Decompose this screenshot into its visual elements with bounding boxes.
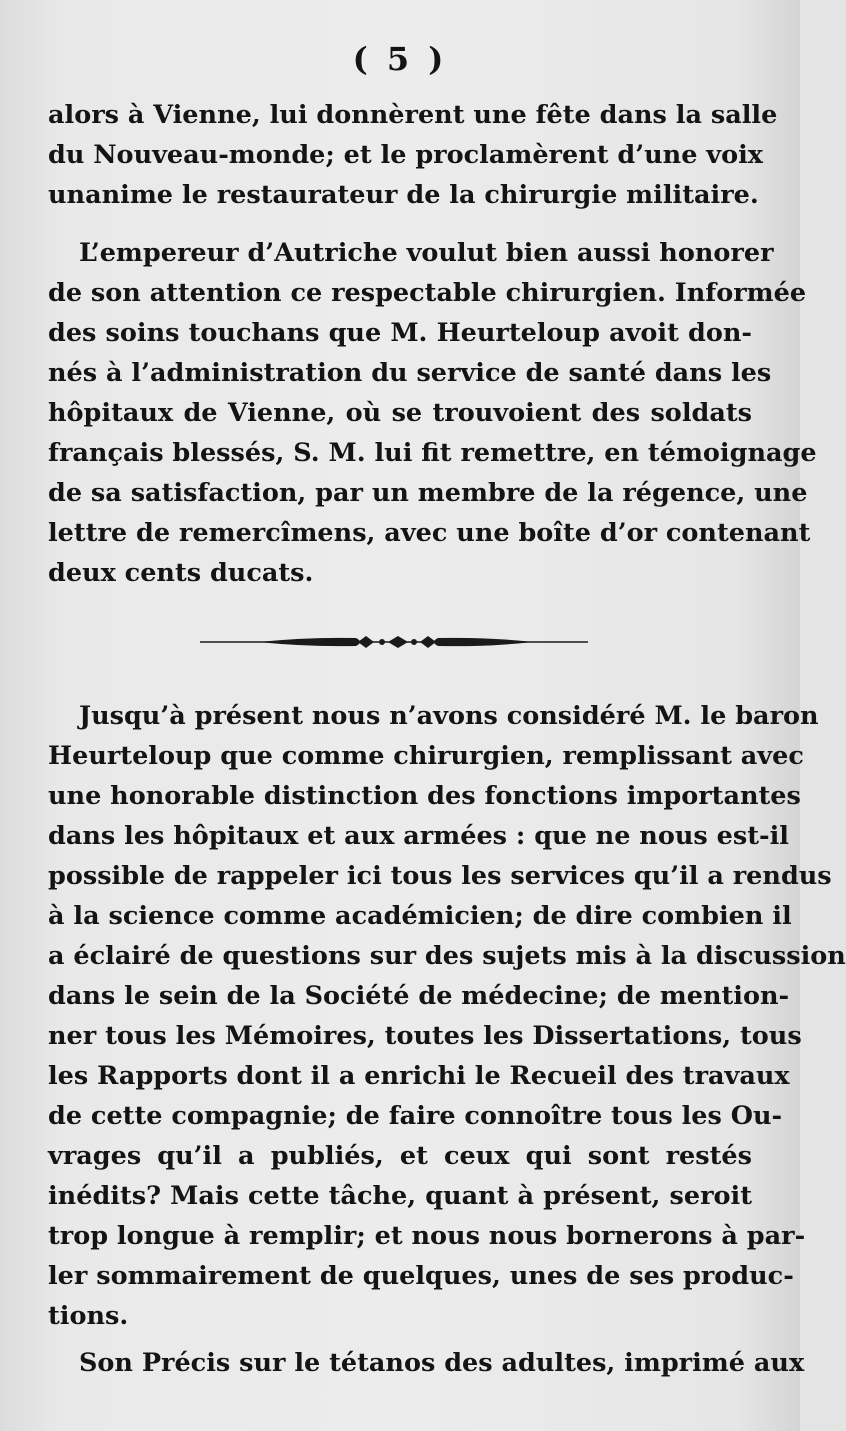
text-line: Son Précis sur le tétanos des adultes, imprimé aux — [79, 1348, 805, 1378]
text-line: ler sommairement de quelques, unes de ses produc- — [48, 1261, 794, 1291]
paragraph-2 — [48, 233, 817, 593]
text-line: hôpitaux de Vienne, où se trouvoient des soldats — [48, 398, 752, 428]
page-number: ( 5 ) — [352, 40, 448, 78]
text-line: unanime le restaurateur de la chirurgie militaire. — [48, 180, 759, 210]
text-line: a éclairé de questions sur des sujets mis à la discussion — [48, 941, 846, 971]
text-line: une honorable distinction des fonctions importantes — [48, 781, 801, 811]
ornamental-divider — [198, 628, 590, 656]
text-line: du Nouveau-monde; et le proclamèrent d’une voix — [48, 140, 764, 170]
paragraph-1 — [48, 95, 778, 215]
text-line: dans le sein de la Société de médecine; de mention- — [48, 981, 790, 1011]
text-line: lettre de remercîmens, avec une boîte d’or contenant — [48, 518, 811, 548]
text-line: alors à Vienne, lui donnèrent une fête dans la salle — [48, 100, 778, 130]
text-line: deux cents ducats. — [48, 558, 314, 588]
text-line: L’empereur d’Autriche voulut bien aussi honorer — [79, 238, 774, 268]
text-line: les Rapports dont il a enrichi le Recueil des travaux — [48, 1061, 790, 1091]
text-line: dans les hôpitaux et aux armées : que ne nous est-il — [48, 821, 789, 851]
text-line: vrages qu’il a publiés, et ceux qui sont restés — [48, 1141, 752, 1171]
text-line: inédits? Mais cette tâche, quant à présent, seroit — [48, 1181, 752, 1211]
text-line: des soins touchans que M. Heurteloup avoit don- — [48, 318, 752, 348]
text-line: de sa satisfaction, par un membre de la régence, une — [48, 478, 808, 508]
text-line: à la science comme académicien; de dire combien il — [48, 901, 792, 931]
text-line: ner tous les Mémoires, toutes les Dissertations, tous — [48, 1021, 802, 1051]
paragraph-3 — [48, 696, 846, 1336]
text-line: tions. — [48, 1301, 129, 1331]
paragraph-4 — [48, 1343, 805, 1383]
text-line: de son attention ce respectable chirurgien. Informée — [48, 278, 807, 308]
text-line: trop longue à remplir; et nous nous bornerons à par- — [48, 1221, 806, 1251]
text-line: Heurteloup que comme chirurgien, remplissant avec — [48, 741, 804, 771]
text-line: possible de rappeler ici tous les services qu’il a rendus — [48, 861, 832, 891]
text-line: de cette compagnie; de faire connoître tous les Ou- — [48, 1101, 783, 1131]
text-line: nés à l’administration du service de santé dans les — [48, 358, 772, 388]
text-line: Jusqu’à présent nous n’avons considéré M. le baron — [79, 701, 819, 731]
text-line: français blessés, S. M. lui fit remettre, en témoignage — [48, 438, 817, 468]
